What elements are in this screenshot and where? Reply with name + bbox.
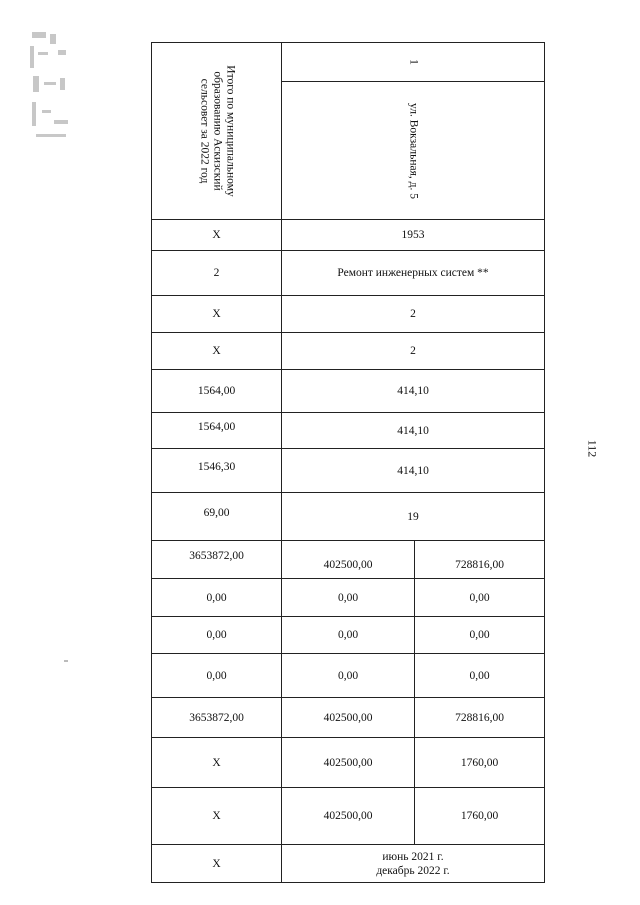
header-total-caption: Итого по муниципальному образованию Аскизский сельсовет за 2022 год — [198, 65, 236, 197]
value-cell-1: 402500,00 — [282, 738, 415, 788]
value-cell: 19 — [282, 493, 545, 541]
value-cell-2: 0,00 — [415, 654, 545, 698]
value-cell-2: 1760,00 — [415, 738, 545, 788]
faded-stamp — [30, 32, 70, 144]
total-cell: 1564,00 — [152, 413, 282, 449]
value-cell-2: 1760,00 — [415, 788, 545, 845]
period-cell — [282, 845, 545, 883]
value-cell-1: 0,00 — [282, 654, 415, 698]
total-cell: X — [152, 845, 282, 883]
value-cell: 414,10 — [282, 370, 545, 413]
value-cell-1: 0,00 — [282, 579, 415, 617]
table-row — [152, 579, 545, 617]
total-cell: 2 — [152, 251, 282, 296]
total-cell: X — [152, 738, 282, 788]
value-cell-1: 0,00 — [282, 617, 415, 654]
value-cell-2: 0,00 — [415, 579, 545, 617]
value-cell: Ремонт инженерных систем ** — [282, 251, 545, 296]
item-number: 1 — [407, 59, 420, 65]
table-row — [152, 251, 545, 296]
period-end: декабрь 2022 г. — [376, 864, 450, 877]
header-address-cell — [282, 82, 545, 220]
total-cell: X — [152, 220, 282, 251]
table-row — [152, 333, 545, 370]
table-row — [152, 449, 545, 493]
table-row — [152, 738, 545, 788]
table-row — [152, 220, 545, 251]
value-cell: 414,10 — [282, 413, 545, 449]
total-cell: 69,00 — [152, 493, 282, 541]
total-cell: X — [152, 333, 282, 370]
table-row — [152, 413, 545, 449]
table-row — [152, 698, 545, 738]
total-cell: 1564,00 — [152, 370, 282, 413]
table-row — [152, 541, 545, 579]
table-row — [152, 788, 545, 845]
total-cell: X — [152, 788, 282, 845]
table-row — [152, 845, 545, 883]
total-cell: 0,00 — [152, 617, 282, 654]
total-cell: 0,00 — [152, 579, 282, 617]
table-row — [152, 654, 545, 698]
value-cell: 2 — [282, 296, 545, 333]
value-cell-2: 728816,00 — [415, 541, 545, 579]
value-cell-2: 728816,00 — [415, 698, 545, 738]
header-total-cell — [152, 43, 282, 220]
table-row — [152, 370, 545, 413]
value-cell: 2 — [282, 333, 545, 370]
total-cell: 3653872,00 — [152, 541, 282, 579]
total-cell: 3653872,00 — [152, 698, 282, 738]
total-cell: X — [152, 296, 282, 333]
total-cell: 1546,30 — [152, 449, 282, 493]
total-cell: 0,00 — [152, 654, 282, 698]
value-cell: 1953 — [282, 220, 545, 251]
page-number: 112 — [585, 439, 600, 458]
table-row — [152, 617, 545, 654]
value-cell-1: 402500,00 — [282, 541, 415, 579]
table-row — [152, 493, 545, 541]
value-cell-2: 0,00 — [415, 617, 545, 654]
value-cell-1: 402500,00 — [282, 698, 415, 738]
period-start: июнь 2021 г. — [382, 850, 444, 863]
header-item-number-cell — [282, 43, 545, 82]
table-row — [152, 296, 545, 333]
data-table — [151, 42, 545, 883]
value-cell-1: 402500,00 — [282, 788, 415, 845]
value-cell: 414,10 — [282, 449, 545, 493]
address: ул. Вокзальная, д. 5 — [407, 102, 420, 199]
scan-speck — [64, 660, 68, 662]
